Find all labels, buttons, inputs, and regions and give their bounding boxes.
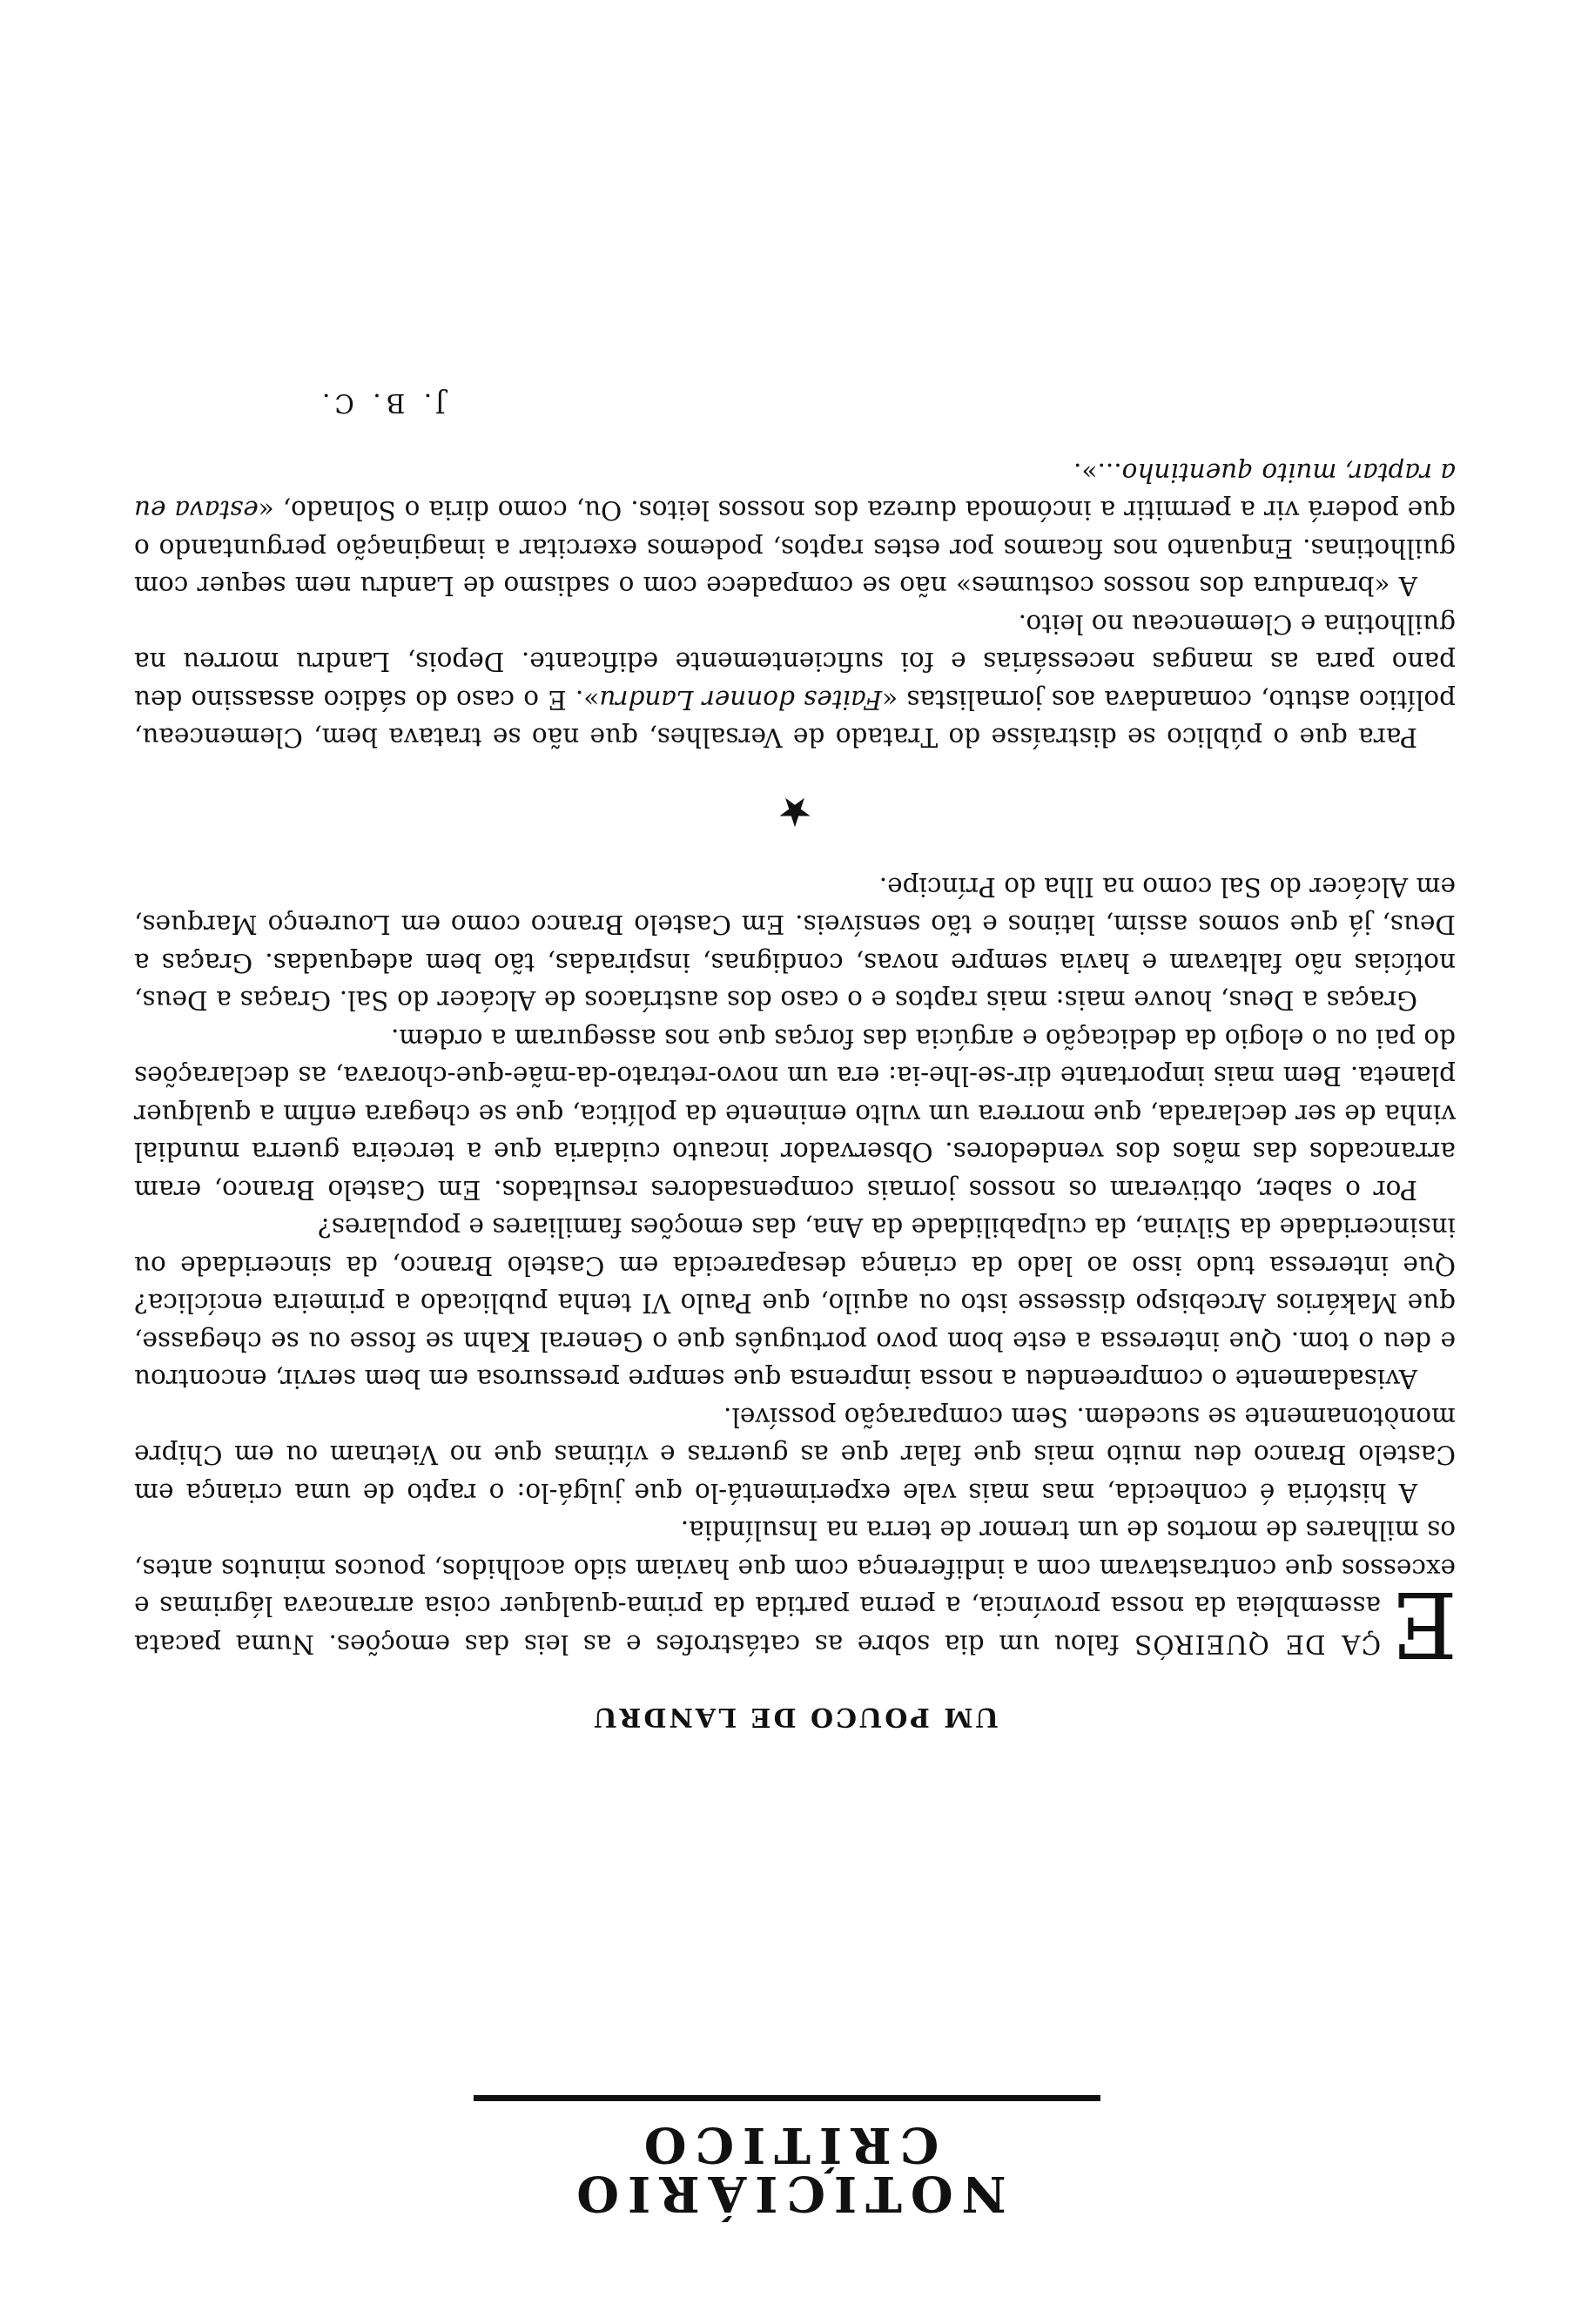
paragraph-3: Avisadamente o compreendeu a nossa imprensa que sempre pressurosa em bem servir, encontrou e deu o tom. Que interessa a este bom povo português que o General Kahn se fosse ou se chegasse, que Makários Arcebispo dissesse isto ou aquilo, que Paulo VI tenha publicado a primeira encíclica? Que interessa tudo isso ao lado da criança desaparecida em Castelo Branco, da sinceridade ou insinceridade da Silvina, da culpabilidade da Ana, das emoções familiares e populares?: [134, 1212, 1456, 1394]
masthead: [474, 2095, 1100, 2222]
article-title: UM POUCO DE LANDRU: [591, 1702, 999, 1732]
paragraph-7-text-b: ...».: [1073, 458, 1122, 487]
paragraph-2: A história é conhecida, mas mais vale experimentá-lo que julgá-lo: o rapto de uma criança em Castelo Branco deu muito mais que falar que as guerras e vítimas que no Vietnam ou em Chipre monòtonamente se sucedem. Sem comparação possível.: [134, 1402, 1456, 1508]
article-body: [133, 384, 1457, 1677]
masthead-rule: [474, 2095, 1100, 2101]
paragraph-1: [133, 1511, 1457, 1677]
paragraph-7-quote: estava eu a raptar, muito quentinho: [134, 458, 1456, 526]
paragraph-6: [134, 605, 1456, 756]
paragraph-4: Por o saber, obtiveram os nossos jornais compensadores resultados. Em Castelo Branco, eram arrancados das mãos dos vendedores. Observador incauto cuidaria que a terceira guerra mundial vinha de ser declarada, que morrera um vulto eminente da política, que se chegara enfim a qualquer planeta. Bem mais importante dir-se-lhe-ia: era um novo-retrato-da-mãe-que-chorava, as declarações do pai ou o elogio da dedicação e argúcia das forças que nos asseguram a ordem.: [134, 1024, 1456, 1205]
author-name: ÇA DE QUEIRÓS: [1134, 1629, 1382, 1659]
masthead-title: NOTICIÁRIO CRÍTICO: [568, 2116, 1006, 2222]
paragraph-6-quote: Faites donner Landru: [599, 685, 883, 715]
signature: J. B. C.: [317, 388, 446, 419]
paragraph-7-text-a: A «brandura dos nossos costumes» não se compadece com o sadismo de Landru nem sequer com guilhotinas. Enquanto nos ficamos por estes raptos, podemos exercitar a imaginação perguntando o que poderá vir a permitir a incómoda dureza dos nossos leitos. Ou, como diria o Solnado, «: [134, 495, 1456, 601]
paragraph-5: Graças a Deus, houve mais: mais raptos e o caso dos austríacos de Alcácer do Sal. Graças a Deus, notícias não faltavam e havia sempre novas, condignas, inspiradas, tão bem adequadas. Graças a Deus, já que somos assim, latinos e tão sensíveis. Em Castelo Branco como em Lourenço Marques, em Alcácer do Sal como na Ilha do Príncipe.: [134, 872, 1456, 1016]
paragraph-7: [134, 453, 1456, 605]
star-separator-icon: ★: [777, 789, 813, 836]
paragraph-6-text-a: Para que o público se distraísse do Tratado de Versalhes, que não se tratava bem, Clemenceau, político astuto, comandava aos jornalistas «: [134, 685, 1456, 753]
drop-cap: E: [1391, 1571, 1457, 1677]
paragraph-1-text: falou um dia sobre as catástrofes e as leis das emoções. Numa pacata assembleia da nossa província, a perna partida da prima-qualquer coisa arrancava lágrimas e excessos que contrastavam com a indiferença com que haviam sido acolhidos, poucos minutos antes, os milhares de mortos de um tremor de terra na Insulíndia.: [133, 1515, 1456, 1659]
paragraph-6-text-b: ». E o caso do sádico assassino deu pano para as mangas necessárias e foi suficientemente edificante. Depois, Landru morreu na guilhotina e Clemenceau no leito.: [134, 609, 1456, 715]
